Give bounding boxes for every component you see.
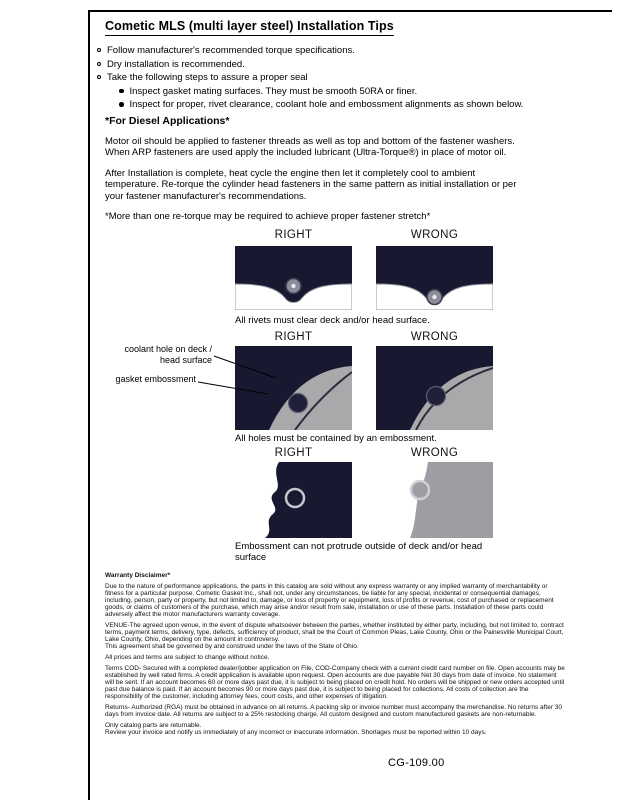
- rivet-touching-illustration: [376, 246, 493, 310]
- open-bullet-icon: [97, 62, 101, 66]
- diagram-caption: All holes must be contained by an embossment.: [235, 433, 437, 444]
- open-bullet-icon: [97, 75, 101, 79]
- diesel-paragraph: Motor oil should be applied to fastener threads as well as top and bottom of the fastener washers. When ARP fasteners are used apply the included lubricant (Ultra-Torque®) in place of motor oil.: [105, 135, 515, 158]
- page-title: Cometic MLS (multi layer steel) Installation Tips: [105, 19, 394, 36]
- list-item: [119, 86, 537, 97]
- retorque-note: *More than one re-torque may be required to achieve proper fastener stretch*: [105, 211, 431, 222]
- list-item: [97, 45, 537, 56]
- list-item: [97, 72, 537, 83]
- list-item: [119, 99, 537, 110]
- legal-paragraph: All prices and terms are subject to change without notice.: [105, 654, 270, 661]
- legal-paragraph: Review your invoice and notify us immediately of any incorrect or inaccurate information. Shortages must be reported within 10 days.: [105, 729, 487, 736]
- legal-paragraph: Returns- Authorized (RGA) must be obtained in advance on all returns. A packing slip or invoice number must accompany the merchandise. No returns after 30 days from invoice date. All returns are subject to a 25% restocking charge. All custom designed and custom manufactured gaskets are non-returnable.: [105, 704, 563, 718]
- tips-list: [97, 45, 537, 113]
- diagram-caption: Embossment can not protrude outside of deck and/or head surface: [235, 541, 483, 563]
- legal-paragraph: Only catalog parts are returnable.: [105, 722, 202, 729]
- tip-text: Dry installation is recommended.: [107, 58, 245, 70]
- diesel-paragraph: After Installation is complete, heat cycle the engine then let it completely cool to ambient temperature. Re-torque the cylinder head fasteners in the same pattern as initial installation or per your fastener manufacturer's recommendations.: [105, 167, 517, 202]
- document-code: CG-109.00: [388, 757, 445, 769]
- tip-text: Follow manufacturer's recommended torque specifications.: [107, 45, 355, 56]
- diagram-caption: All rivets must clear deck and/or head surface.: [235, 315, 430, 326]
- legal-paragraph: Terms COD- Secured with a completed dealer/jobber application on File, COD-Company check with a current credit card number on file. Open accounts may be established by well rated firms. A credit application is available upon request. Open accounts are due payable Net 30 days from date of invoice. No statement will be sent. If an account becomes 60 or more days past due, it is subject to being placed on credit hold. No orders will be shipped or new orders accepted until past due balance is paid. If an account becomes 90 or more days past due, it is subject to being placed for collections. All costs of collection are the responsibility of the customer, including attorney fees, court costs, and other expenses of litigation.: [105, 665, 565, 700]
- wrong-label: WRONG: [410, 447, 459, 459]
- rivet-wrong-diagram: [376, 246, 493, 310]
- hole-contained-illustration: [235, 346, 352, 430]
- warranty-disclaimer-heading: Warranty Disclaimer*: [105, 572, 171, 579]
- warranty-disclaimer-section: [105, 572, 567, 740]
- tip-text: Take the following steps to assure a proper seal: [107, 72, 308, 84]
- embossment-wrong-diagram: [376, 346, 493, 430]
- filled-bullet-icon: [119, 102, 124, 107]
- embossment-inside-illustration: [235, 462, 352, 538]
- embossment-callout: gasket embossment: [115, 374, 196, 384]
- embossment-protruding-illustration: [376, 462, 493, 538]
- protrusion-wrong-diagram: [376, 462, 493, 538]
- filled-bullet-icon: [119, 89, 124, 94]
- rivet-clear-illustration: [235, 246, 352, 310]
- legal-paragraph: VENUE-The agreed upon venue, in the event of dispute whatsoever between the parties, whether instituted by either party, including, but not limited to, contract terms, payment terms, delivery, type, defects, sufficiency of product, shall be the Court of Common Pleas, Lake County, Ohio or the Painesville Municipal Court, Lake County, Ohio, depending on the amount in controversy.: [105, 622, 564, 643]
- rivet-right-diagram: [235, 246, 352, 310]
- wrong-label: WRONG: [410, 229, 459, 241]
- open-bullet-icon: [97, 48, 101, 52]
- embossment-right-diagram: [235, 346, 352, 430]
- tip-text: Inspect for proper, rivet clearance, coolant hole and embossment alignments as shown below.: [129, 99, 524, 111]
- page-border-top: [88, 10, 612, 12]
- coolant-hole-callout: coolant hole on deck / head surface: [124, 344, 212, 365]
- right-label: RIGHT: [274, 229, 313, 241]
- legal-paragraph: Due to the nature of performance applications, the parts in this catalog are sold without any express warranty or any implied warranty of merchantability or fitness for a particular purpose. Cometic Gasket Inc., shall not, under any circumstances, be liable for any special, incidental or consequential damages, including, person, party or property, but not limited to, damage, or loss of property or equipment, loss of profits or revenue, cost of purchased or replacement goods, or claims of customers of the purchase, which may arise and/or result from sale, installation or use of these parts. Installation of these parts could adversely affect the motor manufacturers warranty coverage.: [105, 583, 554, 618]
- page-border-left: [88, 10, 90, 800]
- right-label: RIGHT: [274, 447, 313, 459]
- tip-text: Inspect gasket mating surfaces. They must be smooth 50RA or finer.: [129, 85, 418, 97]
- wrong-label: WRONG: [410, 331, 459, 343]
- list-item: [97, 59, 537, 70]
- diesel-section: [105, 116, 517, 232]
- protrusion-right-diagram: [235, 462, 352, 538]
- hole-not-contained-illustration: [376, 346, 493, 430]
- right-label: RIGHT: [274, 331, 313, 343]
- diesel-heading: *For Diesel Applications*: [105, 115, 230, 127]
- legal-paragraph: This agreement shall be governed by and construed under the laws of the State of Ohio.: [105, 643, 359, 650]
